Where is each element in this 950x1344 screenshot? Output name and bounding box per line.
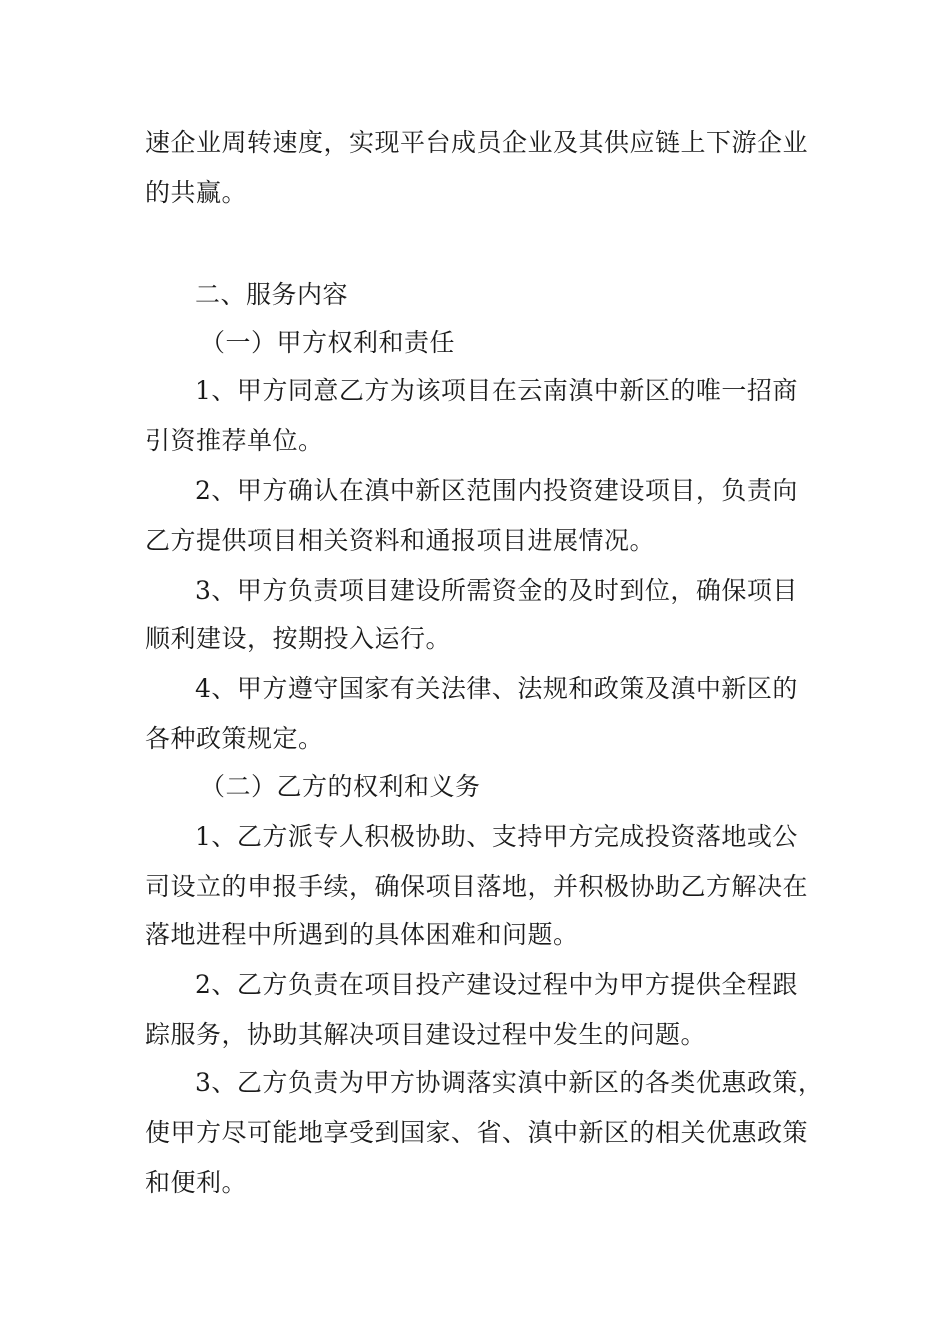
paragraph-line: 1、甲方同意乙方为该项目在云南滇中新区的唯一招商 [195, 376, 798, 405]
subsection-heading: （一）甲方权利和责任 [200, 328, 456, 357]
paragraph-line: 速企业周转速度，实现平台成员企业及其供应链上下游企业 [145, 128, 809, 157]
paragraph-line: 的共赢。 [145, 178, 248, 207]
paragraph-line: 1、乙方派专人积极协助、支持甲方完成投资落地或公 [195, 822, 798, 851]
subsection-heading: （二）乙方的权利和义务 [200, 772, 481, 801]
paragraph-line: 3、甲方负责项目建设所需资金的及时到位，确保项目 [195, 576, 798, 605]
paragraph-line: 2、甲方确认在滇中新区范围内投资建设项目，负责向 [195, 476, 798, 505]
paragraph-line: 落地进程中所遇到的具体困难和问题。 [145, 920, 579, 949]
paragraph-line: 使甲方尽可能地享受到国家、省、滇中新区的相关优惠政策 [145, 1118, 809, 1147]
paragraph-line: 和便利。 [145, 1168, 248, 1197]
paragraph-line: 各种政策规定。 [145, 724, 324, 753]
paragraph-line: 司设立的申报手续，确保项目落地，并积极协助乙方解决在 [145, 872, 809, 901]
paragraph-line: 4、甲方遵守国家有关法律、法规和政策及滇中新区的 [195, 674, 798, 703]
paragraph-line: 踪服务，协助其解决项目建设过程中发生的问题。 [145, 1020, 707, 1049]
section-heading: 二、服务内容 [195, 280, 349, 309]
paragraph-line: 顺利建设，按期投入运行。 [145, 624, 452, 653]
paragraph-line: 2、乙方负责在项目投产建设过程中为甲方提供全程跟 [195, 970, 798, 999]
paragraph-line: 乙方提供项目相关资料和通报项目进展情况。 [145, 526, 656, 555]
paragraph-line: 3、乙方负责为甲方协调落实滇中新区的各类优惠政策， [195, 1068, 824, 1097]
paragraph-line: 引资推荐单位。 [145, 426, 324, 455]
